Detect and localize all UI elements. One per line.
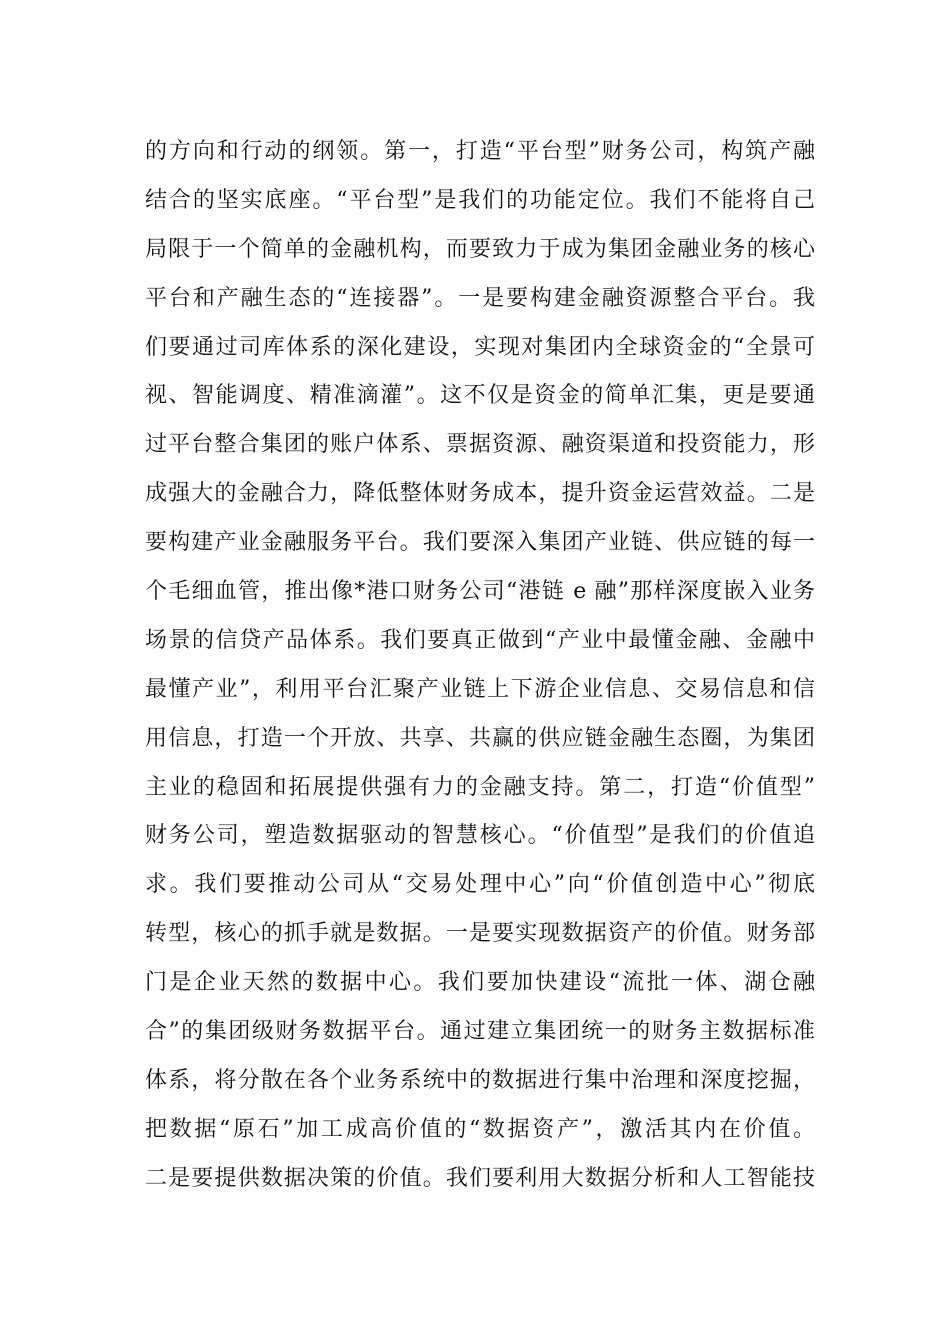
text-line: 转型，核心的抓手就是数据。一是要实现数据资产的价值。财务部 — [145, 921, 815, 947]
text-line: 结合的坚实底座。“平台型”是我们的功能定位。我们不能将自己 — [145, 187, 815, 213]
text-line: 们要通过司库体系的深化建设，实现对集团内全球资金的“全景可 — [145, 334, 815, 360]
text-line: 财务公司，塑造数据驱动的智慧核心。“价值型”是我们的价值追 — [145, 823, 815, 849]
text-line: 主业的稳固和拓展提供强有力的金融支持。第二，打造“价值型” — [145, 774, 815, 800]
text-line: 过平台整合集团的账户体系、票据资源、融资渠道和投资能力，形 — [145, 432, 815, 458]
text-line: 把数据“原石”加工成高价值的“数据资产”，激活其内在价值。 — [145, 1116, 815, 1142]
text-line: 要构建产业金融服务平台。我们要深入集团产业链、供应链的每一 — [145, 530, 815, 556]
text-line: 的方向和行动的纲领。第一，打造“平台型”财务公司，构筑产融 — [145, 139, 815, 164]
document-body-text — [145, 128, 815, 1204]
text-line: 求。我们要推动公司从“交易处理中心”向“价值创造中心”彻底 — [145, 872, 815, 898]
text-line: 局限于一个简单的金融机构，而要致力于成为集团金融业务的核心 — [145, 236, 815, 262]
text-line: 用信息，打造一个开放、共享、共赢的供应链金融生态圈，为集团 — [145, 725, 815, 751]
text-line: 二是要提供数据决策的价值。我们要利用大数据分析和人工智能技 — [145, 1165, 815, 1191]
text-line: 体系，将分散在各个业务系统中的数据进行集中治理和深度挖掘， — [145, 1067, 815, 1093]
text-line: 门是企业天然的数据中心。我们要加快建设“流批一体、湖仓融 — [145, 970, 815, 996]
text-line: 视、智能调度、精准滴灌”。这不仅是资金的简单汇集，更是要通 — [145, 383, 815, 409]
text-line: 成强大的金融合力，降低整体财务成本，提升资金运营效益。二是 — [145, 481, 815, 507]
text-line: 平台和产融生态的“连接器”。一是要构建金融资源整合平台。我 — [145, 285, 815, 311]
text-line: 场景的信贷产品体系。我们要真正做到“产业中最懂金融、金融中 — [145, 627, 815, 653]
text-line: 最懂产业”，利用平台汇聚产业链上下游企业信息、交易信息和信 — [145, 676, 815, 702]
text-line: 个毛细血管，推出像*港口财务公司“港链 e 融”那样深度嵌入业务 — [145, 579, 815, 605]
text-line: 合”的集团级财务数据平台。通过建立集团统一的财务主数据标准 — [145, 1019, 815, 1045]
